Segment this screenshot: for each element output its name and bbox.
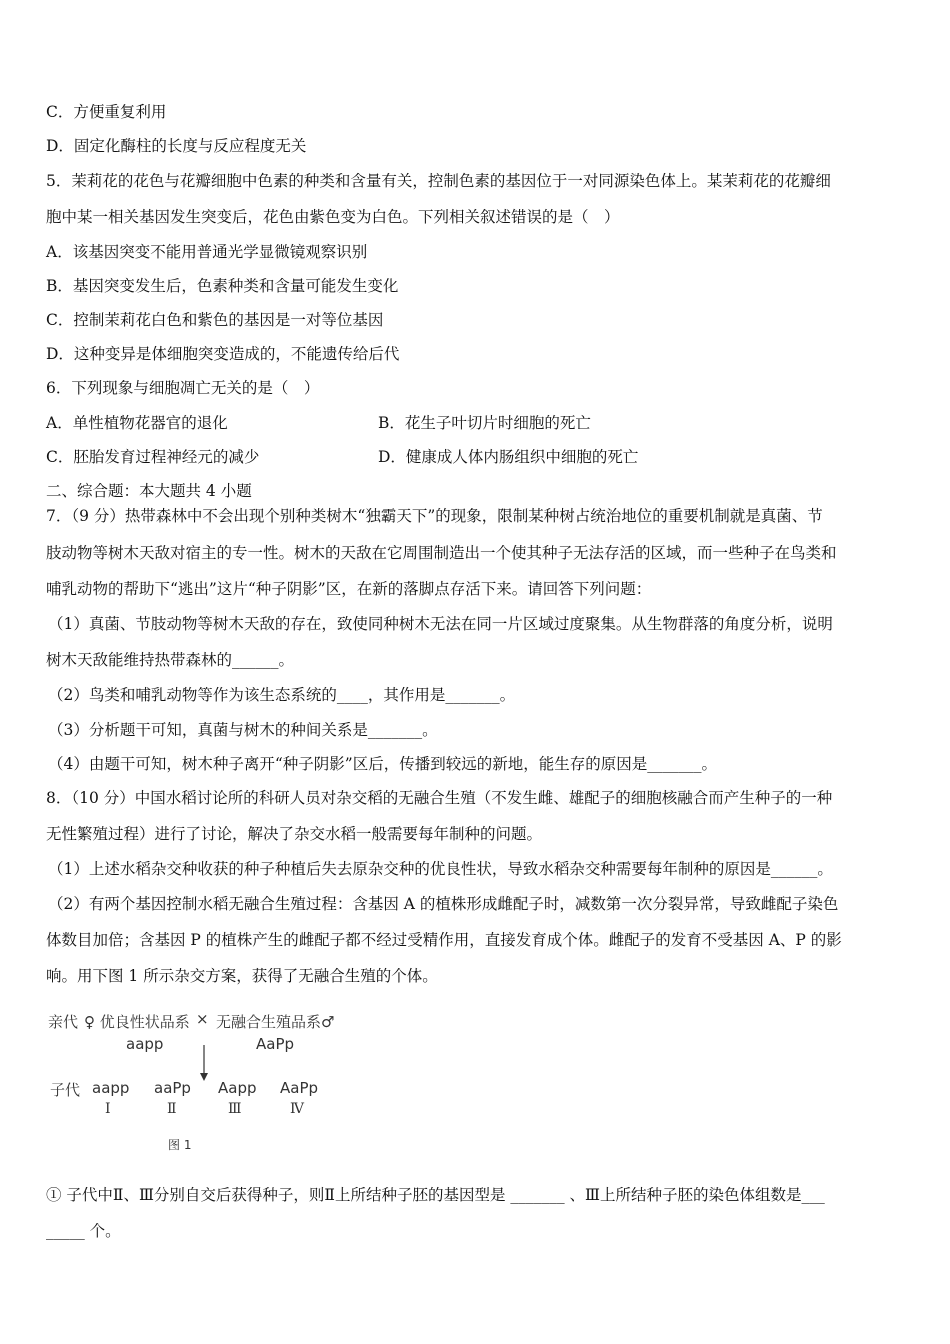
- q6-option-b: B．花生子叶切片时细胞的死亡: [378, 414, 591, 432]
- q8-stem-line1: 8．（10 分）中国水稻讨论所的科研人员对杂交稻的无融合生殖（不发生雌、雄配子的细胞核融合而产生种子的一种: [46, 789, 833, 807]
- figure-caption: 图 1: [168, 1138, 192, 1152]
- q7-part1-line1: （1）真菌、节肢动物等树木天敌的存在，致使同种树木无法在同一片区域过度聚集。从生物群落的角度分析，说明: [48, 615, 833, 633]
- q8-stem-line2: 无性繁殖过程）进行了讨论，解决了杂交水稻一般需要每年制种的问题。: [46, 825, 543, 843]
- q7-stem-line3: 哺乳动物的帮助下“逃出”这片“种子阴影”区，在新的落脚点存活下来。请回答下列问题：: [46, 580, 652, 598]
- q5-option-d: D．这种变异是体细胞突变造成的，不能遗传给后代: [46, 345, 400, 363]
- offspring-genotype-1: aapp: [92, 1079, 130, 1097]
- q7-part3: （3）分析题干可知，真菌与树木的种间关系是_______。: [48, 721, 438, 739]
- q6-option-c: C．胚胎发育过程神经元的减少: [46, 448, 260, 466]
- q5-stem-line1: 5．茉莉花的花色与花瓣细胞中色素的种类和含量有关，控制色素的基因位于一对同源染色体上。某茉莉花的花瓣细: [46, 172, 831, 190]
- q5-option-c: C．控制茉莉花白色和紫色的基因是一对等位基因: [46, 311, 384, 329]
- q6-option-d: D．健康成人体内肠组织中细胞的死亡: [378, 448, 639, 466]
- male-parent-label: 无融合生殖品系♂: [216, 1013, 335, 1031]
- q8-sub1-line2: _____ 个。: [46, 1222, 121, 1240]
- offspring-roman-4: Ⅳ: [290, 1101, 304, 1117]
- q8-part2-line3: 响。用下图 1 所示杂交方案，获得了无融合生殖的个体。: [46, 967, 438, 985]
- cross-diagram-figure: [46, 1005, 336, 1155]
- q7-part4: （4）由题干可知，树木种子离开“种子阴影”区后，传播到较远的新地，能生存的原因是_______。: [48, 755, 717, 773]
- cross-arrow-icon: [198, 1043, 210, 1083]
- offspring-genotype-4: AaPp: [280, 1079, 319, 1097]
- offspring-roman-2: Ⅱ: [167, 1101, 177, 1117]
- q7-part2: （2）鸟类和哺乳动物等作为该生态系统的____，其作用是_______。: [48, 686, 516, 704]
- female-parent-label: ♀ 优良性状品系: [84, 1013, 190, 1031]
- q6-option-a: A．单性植物花器官的退化: [46, 414, 228, 432]
- q4-option-c: C．方便重复利用: [46, 103, 167, 121]
- q5-option-a: A．该基因突变不能用普通光学显微镜观察识别: [46, 243, 368, 261]
- q8-part2-line2: 体数目加倍；含基因 P 的植株产生的雌配子都不经过受精作用，直接发育成个体。雌配子的发育不受基因 A、P 的影: [46, 931, 842, 949]
- q7-part1-line2: 树木天敌能维持热带森林的______。: [46, 651, 295, 669]
- q4-option-d: D．固定化酶柱的长度与反应程度无关: [46, 137, 307, 155]
- q8-part2-line1: （2）有两个基因控制水稻无融合生殖过程：含基因 A 的植株形成雌配子时，减数第一次分裂异常，导致雌配子染色: [48, 895, 839, 913]
- section-heading: 二、综合题：本大题共 4 小题: [46, 482, 252, 500]
- q8-part1: （1）上述水稻杂交种收获的种子种植后失去原杂交种的优良性状，导致水稻杂交种需要每年制种的原因是______。: [48, 860, 833, 878]
- male-genotype: AaPp: [256, 1035, 295, 1053]
- q5-option-b: B．基因突变发生后，色素种类和含量可能发生变化: [46, 277, 399, 295]
- offspring-generation-label: 子代: [50, 1081, 81, 1099]
- offspring-roman-3: Ⅲ: [228, 1101, 242, 1117]
- offspring-genotype-3: Aapp: [218, 1079, 257, 1097]
- q7-stem-line2: 肢动物等树木天敌对宿主的专一性。树木的天敌在它周围制造出一个使其种子无法存活的区域，而一些种子在鸟类和: [46, 544, 837, 562]
- q5-stem-line2: 胞中某一相关基因发生突变后，花色由紫色变为白色。下列相关叙述错误的是（ ）: [46, 208, 620, 226]
- parent-generation-label: 亲代: [48, 1013, 79, 1031]
- offspring-roman-1: Ⅰ: [105, 1101, 111, 1117]
- q8-sub1-line1: ① 子代中Ⅱ、Ⅲ分别自交后获得种子，则Ⅱ上所结种子胚的基因型是 _______ 、Ⅲ上所结种子胚的染色体组数是___: [46, 1186, 825, 1204]
- female-genotype: aapp: [126, 1035, 164, 1053]
- cross-symbol: ×: [196, 1010, 209, 1028]
- offspring-genotype-2: aaPp: [154, 1079, 191, 1097]
- q6-stem: 6．下列现象与细胞凋亡无关的是（ ）: [46, 379, 320, 397]
- q7-stem-line1: 7．（9 分）热带森林中不会出现个别种类树木“独霸天下”的现象，限制某种树占统治地位的重要机制就是真菌、节: [46, 507, 823, 525]
